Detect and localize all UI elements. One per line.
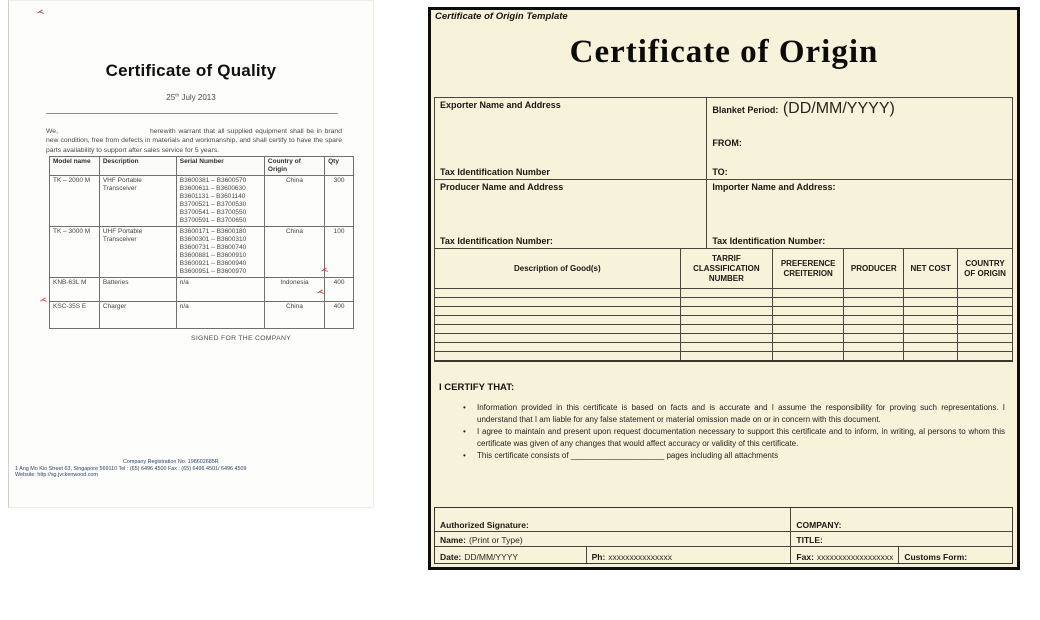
serial-range: B3601131 – B3601140 [179,193,246,200]
producer-label: Producer Name and Address [440,182,564,192]
empty-cell [904,298,958,307]
cell-serials: n/a [176,278,264,302]
cell-serials: n/a [176,302,264,329]
warranty-paragraph [46,127,342,155]
authorized-signature-label: Authorized Signature: [440,520,529,530]
goods-table-empty-row [435,316,1013,325]
title-cell [790,532,1012,546]
date-cell [435,547,586,563]
empty-cell [958,316,1013,325]
certify-bullet-3 [437,450,1009,462]
certify-bullet-text: I agree to maintain and present upon request documentation necessary to support this certificate and to inform, in writing, al persons to whom this certificate was given of any changes that would affect accuracy or validity of this certificate. [477,427,1005,448]
blanket-period-format: (DD/MM/YYYY) [782,100,895,117]
col-header-serial: Serial Number [176,157,264,176]
quality-page-title: Certificate of Quality [105,61,277,80]
empty-cell [904,334,958,343]
serial-range: B3600611 – B3600630 [179,185,246,192]
date-label: Date: [440,552,462,562]
table-row [50,227,354,278]
quality-cert-date [9,93,373,102]
footer-row-signature [435,508,1012,531]
authorized-signature-cell [435,508,790,531]
certificate-of-origin-page [428,7,1020,570]
importer-label: Importer Name and Address: [712,182,836,192]
empty-cell [904,343,958,352]
title-label: TITLE: [796,535,823,545]
bullet-icon: • [463,451,466,460]
serial-range: B3600301 – B3600310 [179,236,247,243]
blanket-period-cell [707,98,1012,179]
goods-table-empty-row [435,325,1013,334]
empty-cell [773,289,844,298]
fax-label: Fax: [796,552,814,562]
empty-cell [680,298,772,307]
serial-range: B3700591 – B3700650 [179,217,247,224]
footer-row-date [435,546,1012,563]
empty-cell [844,307,904,316]
goods-table-empty-row [435,334,1013,343]
customs-form-label: Customs Form: [904,552,968,562]
goods-table-empty-row [435,289,1013,298]
coo-page-title: Certificate of Origin [569,34,879,70]
empty-cell [773,352,844,361]
phone-cell [586,547,791,563]
goods-col-netcost: NET COST [904,249,958,289]
name-label: Name: [440,535,466,545]
cell-serials [176,176,264,227]
cell-model: TK – 2000 M [50,176,100,227]
certify-heading: I CERTIFY THAT: [439,382,515,393]
producer-cell [435,180,707,248]
exporter-label: Exporter Name and Address [440,100,561,110]
exporter-tax-label: Tax Identification Number [440,167,550,177]
empty-cell [844,334,904,343]
col-header-qty: Qty [325,157,354,176]
goods-table-empty-row [435,343,1013,352]
certify-bullet-1 [437,402,1009,425]
company-address-line: 1 Ang Mo Kio Street 63, Singapore 569110 Tel : (65) 6496 4500 Fax : (65) 6496 4501/ 6496 4509 [15,465,247,472]
footer-row-name [435,531,1012,546]
empty-cell [844,343,904,352]
goods-table [434,248,1013,362]
empty-cell [680,307,772,316]
red-ink-mark-icon [37,9,44,15]
company-label: COMPANY: [796,520,842,530]
cell-description: UHF Portable Transceiver [99,227,176,278]
date-ordinal: th [175,93,180,99]
empty-cell [844,325,904,334]
company-cell [790,508,1012,531]
blanket-period-label: Blanket Period: [712,105,779,115]
empty-cell [435,289,681,298]
certify-bullet-2 [437,426,1009,449]
from-label: FROM: [712,137,742,148]
serial-range: B3600731 – B3600740 [179,244,247,251]
empty-cell [680,289,772,298]
empty-cell [773,334,844,343]
empty-cell [773,298,844,307]
table-row [50,278,354,302]
goods-table-empty-row [435,352,1013,361]
goods-table-empty-row [435,298,1013,307]
customs-form-cell [898,547,1012,563]
to-label: TO: [712,167,728,177]
date-rest: July 2013 [179,93,216,102]
quality-page-footer [15,459,365,479]
company-registration-line: Company Registration No: 198602685R [123,459,219,465]
signed-for-company-text: SIGNED FOR THE COMPANY [190,335,291,342]
empty-cell [844,289,904,298]
name-cell [435,532,790,546]
goods-table-empty-row [435,307,1013,316]
exporter-blanket-box [434,97,1013,180]
goods-col-country: COUNTRY OF ORIGIN [958,249,1013,289]
empty-cell [958,289,1013,298]
col-header-description: Description [99,157,176,176]
serial-range: B3700521 – B3700530 [179,201,247,208]
serial-range: B3700541 – B3700550 [179,209,247,216]
phone-label: Ph: [591,552,606,562]
empty-cell [844,316,904,325]
intro-body: herewith warrant that all supplied equipment shall be in brand new condition, free from defects in materials and workmanship, and shall certify to have the spare parts availability to support after sales service for 5 years. [46,127,342,154]
serial-range: B3600881 – B3600910 [179,252,247,259]
intro-we: We, [46,127,58,135]
coo-template-label: Certificate of Origin Template [435,11,568,22]
col-header-country: Country of Origin [264,157,324,176]
company-website-line: Website: http://sg.jvckenwood.com [15,472,98,479]
importer-tax-label: Tax Identification Number: [712,236,826,246]
serial-range: B3600951 – B3600970 [179,268,247,275]
importer-cell [707,180,1012,248]
red-ink-mark-icon [317,289,324,295]
empty-cell [680,334,772,343]
empty-cell [435,343,681,352]
empty-cell [958,334,1013,343]
producer-tax-label: Tax Identification Number: [440,236,553,246]
empty-cell [435,298,681,307]
empty-cell [435,352,681,361]
red-ink-mark-icon [321,267,328,273]
empty-cell [958,298,1013,307]
cell-description: Batteries [99,278,176,302]
empty-cell [680,325,772,334]
cell-country: China [264,302,324,329]
goods-col-producer: PRODUCER [844,249,904,289]
bullet-icon: • [463,427,466,436]
empty-cell [904,307,958,316]
fax-value: xxxxxxxxxxxxxxxxxx [816,552,894,562]
producer-importer-box [434,179,1013,249]
cell-qty: 100 [325,227,354,278]
empty-cell [680,343,772,352]
cell-model: KSC-35S E [50,302,100,329]
empty-cell [904,352,958,361]
table-row [50,302,354,329]
empty-cell [773,307,844,316]
fax-cell [790,547,898,563]
table-row [50,176,354,227]
empty-cell [680,352,772,361]
goods-col-description: Description of Good(s) [435,249,681,289]
signature-footer-table [434,507,1013,564]
cell-country: China [264,227,324,278]
col-header-model: Model name [50,157,100,176]
quality-table [49,156,354,329]
cell-model: TK – 3000 M [50,227,100,278]
empty-cell [958,307,1013,316]
cell-country: China [264,176,324,227]
empty-cell [435,325,681,334]
cell-qty: 400 [325,302,354,329]
exporter-cell [435,98,707,179]
empty-cell [958,352,1013,361]
serial-range: B3600921 – B3600940 [179,260,247,267]
empty-cell [435,334,681,343]
cell-serials [176,227,264,278]
empty-cell [958,343,1013,352]
empty-cell [773,343,844,352]
date-day: 25 [166,93,176,102]
blanket-period-line [712,100,1007,118]
goods-table-header-row [435,249,1013,289]
cell-model: KNB-63L M [50,278,100,302]
horizontal-divider [46,113,338,114]
goods-col-tariff: TARRIF CLASSIFICATION NUMBER [680,249,772,289]
certify-bullet-text: This certificate consists of _____________________ pages including all attachments [477,451,779,460]
cell-description: Charger [99,302,176,329]
empty-cell [773,325,844,334]
goods-col-preference: PREFERENCE CREITERION [773,249,844,289]
empty-cell [844,298,904,307]
name-hint: (Print or Type) [468,535,523,545]
cell-description: VHF Portable Transceiver [99,176,176,227]
date-value: DD/MM/YYYY [464,552,519,562]
cell-country: Indonesia [264,278,324,302]
certify-section [437,382,1009,463]
cell-qty: 300 [325,176,354,227]
serial-range: B3600381 – B3600570 [179,177,247,184]
quality-certificate-page [8,0,374,508]
certify-bullet-text: Information provided in this certificate is based on facts and is accurate and I assume the responsibility for proving such representations. I understand that I am liable for any false statement or material omission made on or in concern with this document. [477,403,1005,424]
bullet-icon: • [463,403,466,412]
empty-cell [958,325,1013,334]
empty-cell [844,352,904,361]
empty-cell [904,316,958,325]
empty-cell [435,316,681,325]
phone-value: xxxxxxxxxxxxxxx [608,552,673,562]
empty-cell [680,316,772,325]
quality-table-header-row [50,157,354,176]
empty-cell [904,289,958,298]
empty-cell [435,307,681,316]
empty-cell [904,325,958,334]
coo-sections [434,97,1013,362]
cell-qty: 400 [325,278,354,302]
empty-cell [773,316,844,325]
red-ink-mark-icon [40,297,47,303]
serial-range: B3600171 – B3600180 [179,228,247,235]
